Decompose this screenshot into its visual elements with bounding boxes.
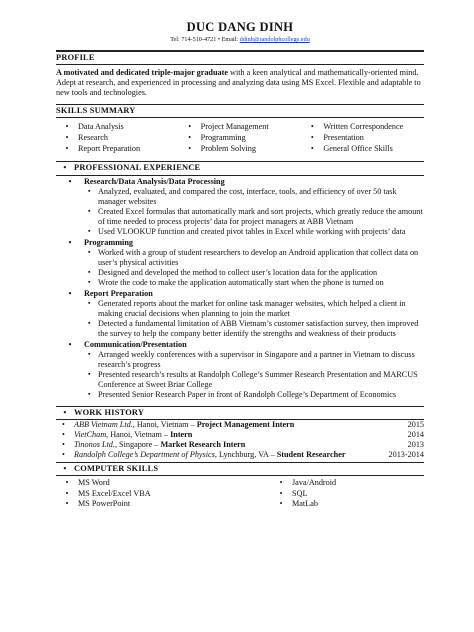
- experience-subheading: • Research/Data Analysis/Data Processing: [68, 176, 225, 186]
- experience-list: [56, 299, 424, 339]
- list-item: • Problem Solving: [188, 144, 256, 154]
- list-item: • SQL: [279, 488, 308, 498]
- email-link[interactable]: ddinh@randolphcollege.edu: [239, 36, 310, 44]
- list-item: ▪ Presented Senior Research Paper in front of Randolph College’s Department of Economics: [88, 390, 424, 400]
- skills-col-1: [56, 122, 179, 155]
- list-item: • Java/Android: [279, 478, 337, 488]
- work-year: 2013: [407, 439, 424, 449]
- list-item: • MS PowerPoint: [65, 499, 131, 509]
- section-experience-header: • PROFESSIONAL EXPERIENCE: [56, 161, 424, 175]
- section-computer-header: • COMPUTER SKILLS: [56, 462, 424, 476]
- section-work-header: • WORK HISTORY: [56, 406, 424, 420]
- experience-subheading: • Programming: [68, 237, 133, 247]
- work-row: • ABB Vietnam Ltd., Hanoi, Vietnam – Project Management Intern 2015: [56, 420, 424, 430]
- experience-subheading: • Communication/Presentation: [68, 339, 187, 349]
- list-item: ▪ Generated reports about the market for online task manager websites, which helped a client in making crucial decisions when planning to join the market: [88, 299, 424, 319]
- list-item: • Data Analysis: [65, 122, 124, 132]
- resume-page: [56, 20, 424, 510]
- profile-text: [56, 68, 424, 98]
- profile-body: with a keen analytical and mathematically-oriented mind. Adept at research, and experienced in processing and analyzing data using MS Excel. Flexible and adaptable to new tools and technologies.: [56, 68, 421, 98]
- list-item: ▪ Created Excel formulas that automatically mark and sort projects, which greatly reduce the amount of time needed to process projects’ data for project managers at ABB Vietnam: [88, 207, 424, 227]
- list-item: ▪ Detected a fundamental limitation of ABB Vietnam’s customer satisfaction survey, then improved the survey to help the company better identify the strengths and weakness of their products: [88, 319, 424, 339]
- list-item: • Project Management: [188, 122, 269, 132]
- work-row: • VietCham, Hanoi, Vietnam – Intern 2014: [56, 430, 424, 440]
- section-profile-header: PROFILE: [56, 50, 424, 65]
- list-item: ▪ Arranged weekly conferences with a supervisor in Singapore and a partner in Vietnam to discuss research’s progress: [88, 350, 424, 370]
- list-item: • MS Excel/Excel VBA: [65, 488, 151, 498]
- work-row: • Tinonos Ltd., Singapore – Market Research Intern 2013: [56, 440, 424, 450]
- list-item: ▪ Analyzed, evaluated, and compared the cost, interface, tools, and efficiency of over 50 task manager websites: [88, 187, 424, 207]
- list-item: ▪ Designed and developed the method to collect user’s location data for the application: [88, 268, 424, 278]
- computer-col-1: [56, 478, 210, 510]
- list-item: ▪ Presented research’s results at Randolph College’s Summer Research Presentation and MARCUS Conference at Sweet Briar College: [88, 370, 424, 390]
- section-skills-header: SKILLS SUMMARY: [56, 104, 424, 118]
- list-item: • Written Correspondence: [310, 122, 404, 132]
- list-item: • Research: [65, 133, 109, 143]
- experience-list: [56, 187, 424, 237]
- work-year: 2014: [407, 429, 424, 439]
- contact-phone: Tel: 714-510-4721 • Email:: [170, 36, 239, 44]
- skills-grid: [56, 122, 424, 155]
- list-item: ▪ Worked with a group of student researchers to develop an Android application that collect data on user’s physical activities: [88, 248, 424, 268]
- list-item: • General Office Skills: [310, 144, 393, 154]
- list-item: • MatLab: [279, 499, 318, 509]
- experience-list: [56, 248, 424, 288]
- resume-name: DUC DANG DINH: [186, 20, 294, 34]
- list-item: • Programming: [188, 133, 246, 143]
- skills-col-3: [301, 122, 424, 155]
- computer-skills-grid: [56, 478, 424, 510]
- work-year: 2015: [407, 419, 424, 429]
- experience-list: [56, 350, 424, 400]
- work-year: 2013-2014: [388, 449, 424, 459]
- list-item: ▪ Used VLOOKUP function and created pivot tables in Excel while working with projects’ data: [88, 227, 424, 237]
- list-item: • Report Preparation: [65, 144, 141, 154]
- contact-line: [56, 36, 424, 44]
- work-row: • Randolph College’s Department of Physics, Lynchburg, VA – Student Researcher 2013-2014: [56, 450, 424, 460]
- list-item: • Presentation: [310, 133, 364, 143]
- skills-col-2: [179, 122, 302, 155]
- experience-subheading: • Report Preparation: [68, 288, 153, 298]
- computer-col-2: [210, 478, 424, 510]
- list-item: ▪ Wrote the code to make the application automatically start when the phone is turned on: [88, 278, 424, 288]
- list-item: • MS Word: [65, 478, 110, 488]
- profile-lead: A motivated and dedicated triple-major graduate: [56, 68, 228, 78]
